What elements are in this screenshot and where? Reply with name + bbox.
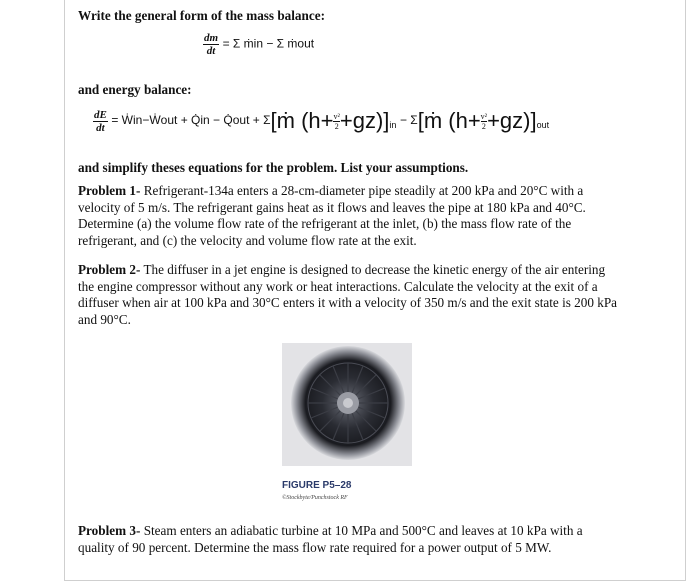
gz-in: +gz)] (339, 108, 390, 133)
mass-balance-equation (203, 32, 314, 57)
minus-sigma: − Σ (399, 113, 418, 128)
problem-2-label: Problem 2- (78, 262, 141, 277)
jet-engine-figure (282, 343, 412, 466)
energy-terms: = Ẇin−Ẇout + Q̇in − Q̇out + Σ (111, 113, 271, 128)
outlet-bracket: [ṁ (h+ (417, 108, 481, 133)
problem-1-label: Problem 1- (78, 183, 141, 198)
problem-1-text: Refrigerant-134a enters a 28-cm-diameter pipe steadily at 200 kPa and 20°C with a velocity of 5 m/s. The refrigerant gains heat as it flows and leaves the pipe at 180 kPa and 40°C. Determine (a) the volume flow rate of the refrigerant at the inlet, (b) the mass flow rate of the refrigerant, and (c) the velocity and volume flow rate at the exit. (78, 183, 586, 248)
jet-engine-image (282, 343, 412, 466)
figure-credit: ©Stockbyte/Punchstock RF (282, 495, 348, 501)
problem-2 (78, 262, 618, 328)
heading-mass-balance: Write the general form of the mass balance: (78, 8, 325, 23)
problem-2-text: The diffuser in a jet engine is designed to decrease the kinetic energy of the air entering the engine compressor without any work or heat interactions. Calculate the velocity at the exit of a diffuser when air at 100 kPa and 30°C enters it with a velocity of 350 m/s and the exit state is 200 kPa and 90°C. (78, 262, 618, 327)
v2-over-2-out: $\frac{\text{v²}}{2}$ (480, 111, 488, 131)
v2-over-2-in: $\frac{\text{v²}}{2}$ (333, 111, 340, 131)
dm-dt-fraction: $\frac{dm}{dt}$ (204, 32, 219, 57)
inlet-bracket: [ṁ (h+ (270, 108, 334, 133)
problem-3-label: Problem 3- (78, 523, 141, 538)
out-subscript: out (536, 120, 550, 131)
heading-energy-balance: and energy balance: (78, 82, 192, 97)
instruction-text: and simplify theses equations for the problem. List your assumptions. (78, 160, 469, 175)
figure-caption: FIGURE P5–28 (282, 480, 352, 491)
problem-3-text: Steam enters an adiabatic turbine at 10 MPa and 500°C and leaves at 10 kPa with a quality of 90 percent. Determine the mass flow rate required for a power output of 5 MW. (78, 523, 583, 555)
de-dt-fraction: $\frac{dE}{dt}$ (94, 108, 107, 134)
gz-out: +gz)] (487, 108, 537, 133)
problem-1 (78, 183, 618, 249)
mass-balance-rhs: = Σ ṁin − Σ ṁout (222, 36, 315, 51)
energy-balance-equation (93, 108, 549, 134)
problem-3 (78, 523, 618, 556)
in-subscript: in (389, 120, 397, 131)
